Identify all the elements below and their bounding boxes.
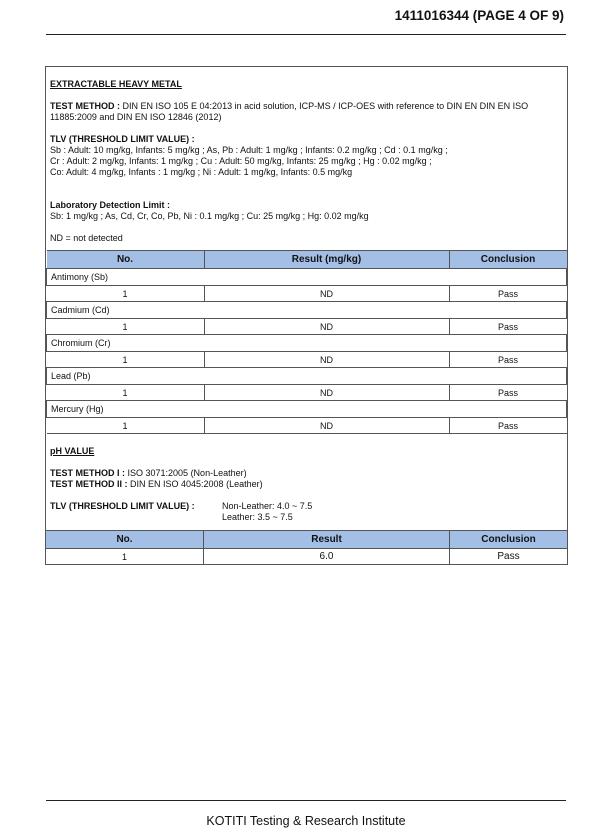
detection-limit-label: Laboratory Detection Limit : xyxy=(50,200,171,210)
cell-no: 1 xyxy=(47,319,205,335)
nd-note: ND = not detected xyxy=(50,233,123,243)
ph-tlv-label: TLV (THRESHOLD LIMIT VALUE) : xyxy=(50,501,195,511)
test-method-1-text: ISO 3071:2005 (Non-Leather) xyxy=(127,468,247,478)
test-method-2-label: TEST METHOD II : xyxy=(50,479,128,489)
test-method-2-text: DIN EN ISO 4045:2008 (Leather) xyxy=(130,479,263,489)
cell-conclusion: Pass xyxy=(449,418,567,434)
table-row xyxy=(46,549,567,565)
parameter-row xyxy=(47,302,567,319)
tlv-line: Cr : Adult: 2 mg/kg, Infants: 1 mg/kg ; Cu : Adult: 50 mg/kg, Infants: 25 mg/kg ; Hg : 0.02 mg/kg ; xyxy=(50,156,432,166)
cell-conclusion: Pass xyxy=(450,549,568,565)
heavy-metal-test-method xyxy=(46,101,567,123)
col-header-result: Result (mg/kg) xyxy=(204,251,449,269)
heavy-metal-results-table xyxy=(46,250,567,434)
ph-tlv-leather: Leather: 3.5 ~ 7.5 xyxy=(222,512,293,522)
ph-section-title: pH VALUE xyxy=(50,446,95,456)
cell-no: 1 xyxy=(47,352,205,368)
parameter-name: Lead (Pb) xyxy=(47,368,567,385)
ph-results-table xyxy=(46,530,567,564)
col-header-no: No. xyxy=(46,531,204,549)
report-frame xyxy=(45,66,568,565)
test-method-label: TEST METHOD : xyxy=(50,101,120,111)
col-header-conclusion: Conclusion xyxy=(449,251,567,269)
parameter-row xyxy=(47,368,567,385)
cell-conclusion: Pass xyxy=(449,352,567,368)
cell-no: 1 xyxy=(47,418,205,434)
col-header-result: Result xyxy=(204,531,450,549)
parameter-row xyxy=(47,401,567,418)
heavy-metal-section-title: EXTRACTABLE HEAVY METAL xyxy=(50,79,182,89)
ph-test-method-2 xyxy=(46,479,567,490)
cell-result: ND xyxy=(204,352,449,368)
detection-limit-text: Sb: 1 mg/kg ; As, Cd, Cr, Co, Pb, Ni : 0.1 mg/kg ; Cu: 25 mg/kg ; Hg: 0.02 mg/kg xyxy=(50,211,369,221)
col-header-no: No. xyxy=(47,251,205,269)
cell-no: 1 xyxy=(47,286,205,302)
table-row xyxy=(47,385,567,401)
cell-no: 1 xyxy=(46,549,204,565)
cell-result: ND xyxy=(204,286,449,302)
table-header-row xyxy=(46,531,567,549)
ph-tlv-non-leather: Non-Leather: 4.0 ~ 7.5 xyxy=(222,501,313,511)
table-row xyxy=(47,418,567,434)
test-method-1-label: TEST METHOD I : xyxy=(50,468,125,478)
cell-no: 1 xyxy=(47,385,205,401)
heavy-metal-tlv-label: TLV (THRESHOLD LIMIT VALUE) : xyxy=(50,134,195,144)
cell-result: ND xyxy=(204,418,449,434)
ph-tlv-values xyxy=(222,501,312,523)
parameter-name: Antimony (Sb) xyxy=(47,269,567,286)
parameter-name: Cadmium (Cd) xyxy=(47,302,567,319)
ph-test-method-1 xyxy=(46,468,567,479)
col-header-conclusion: Conclusion xyxy=(450,531,568,549)
cell-result: 6.0 xyxy=(204,549,450,565)
tlv-line: Sb : Adult: 10 mg/kg, Infants: 5 mg/kg ; As, Pb : Adult: 1 mg/kg ; Infants: 0.2 mg/kg ; Cd : 0.1 mg/kg ; xyxy=(50,145,448,155)
parameter-row xyxy=(47,269,567,286)
table-row xyxy=(47,319,567,335)
ph-tlv xyxy=(46,501,567,523)
footer-institute: KOTITI Testing & Research Institute xyxy=(206,814,406,828)
parameter-row xyxy=(47,335,567,352)
test-method-text: DIN EN ISO 105 E 04:2013 in acid solution, ICP-MS / ICP-OES with reference to DIN EN DIN EN ISO 11885:2009 and DIN EN ISO 12846 (2012) xyxy=(50,101,529,122)
cell-conclusion: Pass xyxy=(449,286,567,302)
footer-rule xyxy=(46,800,566,801)
cell-result: ND xyxy=(204,319,449,335)
cell-result: ND xyxy=(204,385,449,401)
parameter-name: Mercury (Hg) xyxy=(47,401,567,418)
table-row xyxy=(47,286,567,302)
report-reference: 1411016344 (PAGE 4 OF 9) xyxy=(394,8,564,23)
tlv-line: Co: Adult: 4 mg/kg, Infants : 1 mg/kg ; Ni : Adult: 1 mg/kg, Infants: 0.5 mg/kg xyxy=(50,167,353,177)
table-header-row xyxy=(47,251,567,269)
cell-conclusion: Pass xyxy=(449,319,567,335)
table-row xyxy=(47,352,567,368)
parameter-name: Chromium (Cr) xyxy=(47,335,567,352)
header-rule xyxy=(46,34,566,35)
cell-conclusion: Pass xyxy=(449,385,567,401)
